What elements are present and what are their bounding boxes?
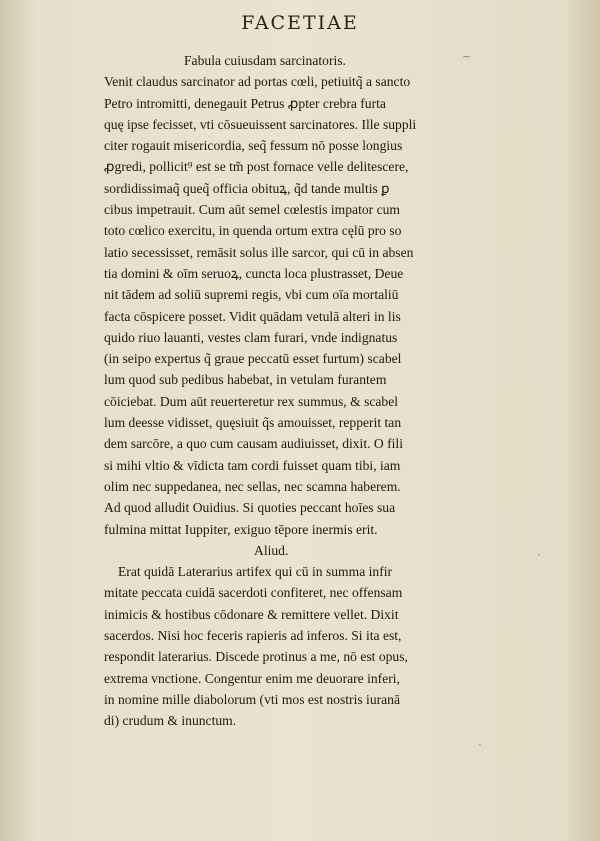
running-head: FACETIAE (241, 12, 359, 34)
text-line: olim nec suppedanea, nec sellas, nec scamna haberem. (104, 478, 401, 494)
text-line: fulmina mittat Iuppiter, exiguo tēpore inermis erit. (104, 521, 378, 537)
text-line: inimicis & hostibus cōdonare & remittere vellet. Dixit (104, 606, 399, 622)
section-heading: Aliud. (254, 542, 289, 558)
text-line: toto cœlico exercitu, in quenda ortum extra cęlū pro so (104, 223, 402, 239)
text-line: cibus impetrauit. Cum aūt semel cœlestis impator cum (104, 202, 400, 218)
marginal-annotation: ~ (462, 50, 472, 63)
text-line: citer rogauit misericordia, seq̃ fessum nō posse longius (104, 138, 403, 154)
margin-mark: · (537, 548, 541, 562)
text-line: Petro intromitti, denegauit Petrus ꝓpter crebra furta (104, 95, 386, 111)
text-line: mitate peccata cuidā sacerdoti confiteret, nec offensam (104, 585, 403, 601)
text-line: quido riuo lauanti, vestes clam furari, vnde indignatus (104, 329, 398, 345)
text-line: in nomine mille diabolorum (vti mos est nostris iuranā (104, 691, 401, 707)
text-line: lum deesse vidisset, quęsiuit q̃s amouisset, repperit tan (104, 415, 402, 431)
text-line: facta cōspicere posset. Vidit quādam vetulā alteri in lis (104, 308, 401, 324)
text-line: sordidissimaq̃ queq̃ officia obituꝝ, q̃d tande multis ꝑ (104, 180, 390, 196)
text-line: extrema vnctione. Congentur enim me deuorare inferi, (104, 670, 400, 686)
text-line: ꝓgredi, pollicit⁹ est se tm̃ post fornace velle delitescere, (104, 159, 409, 175)
section-heading: Fabula cuiusdam sarcinatoris. (184, 53, 346, 68)
text-line: dem sarcōre, a quo cum causam audiuisset, dixit. O fili (104, 436, 403, 452)
text-line: Erat quidā Laterarius artifex qui cū in summa infir (118, 564, 393, 580)
text-line: nit tādem ad soliū supremi regis, vbi cum oīa mortaliū (104, 287, 399, 303)
text-line: sacerdos. Nisi hoc feceris rapieris ad inferos. Si ita est, (104, 628, 402, 644)
text-line: respondit laterarius. Discede protinus a me, nō est opus, (104, 649, 408, 665)
text-line: cōiciebat. Dum aūt reuerteretur rex summus, & scabel (104, 393, 399, 409)
text-line: si mihi vltio & vīdicta tam cordi fuisset quam tibi, iam (104, 457, 401, 473)
text-line: (in seipo expertus q̃ graue peccatū esset furtum) scabel (104, 351, 402, 367)
text-line: tia domini & oīm seruoꝝ, cuncta loca plustrasset, Deue (104, 265, 404, 281)
text-block (104, 50, 550, 732)
text-line: quę ipse fecisset, vti cōsueuissent sarcinatores. Ille suppli (104, 116, 417, 132)
margin-mark: · (478, 738, 482, 752)
text-line: latio secessisset, remāsit solus ille sarcor, qui cū in absen (104, 244, 414, 260)
text-line: di) crudum & inunctum. (104, 713, 237, 729)
text-line: Ad quod alludit Ouidius. Si quoties peccant hoīes sua (104, 500, 396, 516)
text-line: Venit claudus sarcinator ad portas cœli, petiuitq̃ a sancto (104, 74, 411, 90)
text-line: lum quod sub pedibus habebat, in vetulam furantem (104, 372, 387, 388)
